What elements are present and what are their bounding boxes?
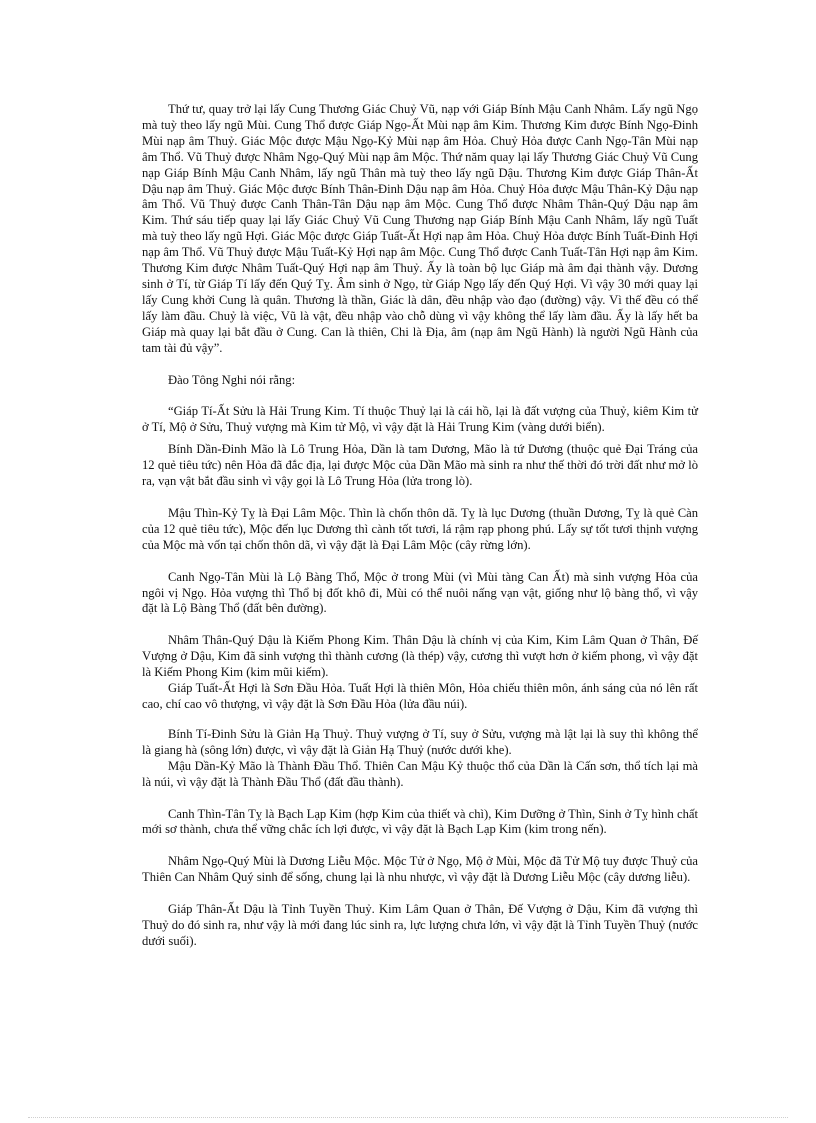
paragraph-13: Giáp Thân-Ất Dậu là Tỉnh Tuyền Thuỷ. Kim Lâm Quan ở Thân, Đế Vượng ở Dậu, Kim đã vượng thì Thuỷ do đó sinh ra, như vậy là mới đang lúc sinh ra, lực lượng chưa lớn, vì vậy đặt là Tỉnh Tuyền Thuỷ (nước dưới suối).	[142, 902, 698, 948]
paragraph-5: Mậu Thìn-Kỷ Tỵ là Đại Lâm Mộc. Thìn là chốn thôn dã. Tỵ là lục Dương (thuần Dương, Tỵ là quẻ Càn của 12 quẻ tiêu tức), Mộc đến lục Dương thì cành tốt tươi, lá rậm rạp phong phú. Lấy sự tốt tươi thịnh vượng của Mộc mà vốn tại chốn thôn dã, vì vậy đặt là Đại Lâm Mộc (cây rừng lớn).	[142, 505, 698, 552]
document-body	[142, 102, 698, 950]
paragraph-1: Thứ tư, quay trở lại lấy Cung Thương Giác Chuỷ Vũ, nạp với Giáp Bính Mậu Canh Nhâm. Lấy ngũ Ngọ mà tuỳ theo lấy ngũ Mùi. Cung Thổ được Giáp Ngọ-Ất Mùi nạp âm Kim. Thương Kim được Bính Ngọ-Đinh Mùi nạp âm Thuỷ. Giác Mộc được Mậu Ngọ-Kỷ Mùi nạp âm Hỏa. Chuỷ Hỏa được Canh Ngọ-Tân Mùi nạp âm Thổ. Vũ Thuỷ được Nhâm Ngọ-Quý Mùi nạp âm Mộc. Thứ năm quay lại lấy Thương Giác Chuỷ Vũ Cung nạp Giáp Bính Mậu Canh Nhâm, lấy ngũ Thân mà tuỳ theo lấy ngũ Dậu. Thương Kim được Giáp Thân-Ất Dậu nạp âm Thuỷ. Giác Mộc được Bính Thân-Đinh Dậu nạp âm Hỏa. Chuỷ Hỏa được Mậu Thân-Kỷ Dậu nạp âm Thổ. Vũ Thuỷ được Canh Thân-Tân Dậu nạp âm Mộc. Cung Thổ được Nhâm Thân-Quý Dậu nạp âm Kim. Thứ sáu tiếp quay lại lấy Giác Chuỷ Vũ Cung Thương nạp Giáp Bính Mậu Canh Nhâm, lấy ngũ Tuất mà tuỳ theo lấy ngũ Hợi. Giác Mộc được Giáp Tuất-Ất Hợi nạp âm Hỏa. Chuỷ Hỏa được Bính Tuất-Đinh Hợi nạp âm Thổ. Vũ Thuỷ được Mậu Tuất-Kỷ Hợi nạp âm Mộc. Cung Thổ được Canh Tuất-Tân Hợi nạp âm Kim. Thương Kim được Nhâm Tuất-Quý Hợi nạp âm Thuỷ. Ấy là toàn bộ lục Giáp mà âm đại thành vậy. Dương sinh ở Tí, từ Giáp Tí lấy đến Quý Tỵ. Âm sinh ở Ngọ, từ Giáp Ngọ lấy đến Quý Hợi. Vì vậy 30 mới quay lại lấy Cung khởi Cung là quân. Thương là thần, Giác là dân, đều nhập vào đạo (đường) vậy. Vì thế đều có thể lấy làm đầu. Chuỷ là việc, Vũ là vật, đều nhập vào chỗ dùng vì vậy không thể lấy làm đầu. Ấy là lấy hết ba Giáp mà quay lại bắt đầu ở Cung. Can là thiên, Chi là Địa, âm (nạp âm Ngũ Hành) là người Ngũ Hành của tam tài đủ vậy”.	[142, 102, 698, 355]
paragraph-12: Nhâm Ngọ-Quý Mùi là Dương Liễu Mộc. Mộc Tử ở Ngọ, Mộ ở Mùi, Mộc đã Tử Mộ tuy được Thuỷ của Thiên Can Nhâm Quý sinh để sống, chung lại là nhu nhược, vì vậy đặt là Dương Liễu Mộc (cây dương liễu).	[142, 854, 698, 885]
paragraph-4: Bính Dần-Đinh Mão là Lô Trung Hỏa, Dần là tam Dương, Mão là tứ Dương (thuộc quẻ Đại Tráng của 12 quẻ tiêu tức) nên Hỏa đã đắc địa, lại được Mộc của Dần Mão mà sinh ra như thế thời đó trời đất như mở lò ra, vạn vật bắt đầu sinh vì vậy gọi là Lô Trung Hỏa (lửa trong lò).	[142, 442, 698, 489]
page-bottom-divider	[28, 1117, 788, 1118]
paragraph-3: “Giáp Tí-Ất Sửu là Hải Trung Kim. Tí thuộc Thuỷ lại là cái hồ, lại là đất vượng của Thuỷ, kiêm Kim tử ở Tí, Mộ ở Sửu, Thuỷ vượng mà Kim tử Mộ, vì vậy đặt là Hải Trung Kim (vàng dưới biển).	[142, 404, 698, 435]
paragraph-9: Bính Tí-Đinh Sửu là Giản Hạ Thuỷ. Thuỷ vượng ở Tí, suy ở Sửu, vượng mà lật lại là suy thì không thể là giang hà (sông lớn) được, vì vậy đặt là Giản Hạ Thuỷ (nước dưới khe).	[142, 726, 698, 757]
paragraph-2: Đào Tông Nghi nói rằng:	[168, 372, 296, 387]
paragraph-10: Mậu Dần-Kỷ Mão là Thành Đầu Thổ. Thiên Can Mậu Kỷ thuộc thổ của Dần là Cấn sơn, thổ tích lại mà là núi, vì vậy đặt là Thành Đầu Thổ (đất đầu thành).	[142, 758, 698, 789]
paragraph-6: Canh Ngọ-Tân Mùi là Lộ Bàng Thổ, Mộc ở trong Mùi (vì Mùi tàng Can Ất) mà sinh vượng Hỏa của ngôi vị Ngọ. Hỏa vượng thì Thổ bị đốt khô đi, Mùi có thể nuôi nấng vạn vật, giống như lộ bàng thổ, vì vậy đặt là Lộ Bàng Thổ (đất bên đường).	[142, 569, 698, 616]
paragraph-11: Canh Thìn-Tân Tỵ là Bạch Lạp Kim (hợp Kim của thiết và chì), Kim Dưỡng ở Thìn, Sinh ở Tỵ hình chất mới sơ thành, chưa thể vững chắc ích lợi được, vì vậy đặt là Bạch Lạp Kim (kim trong nến).	[142, 806, 698, 837]
paragraph-7: Nhâm Thân-Quý Dậu là Kiếm Phong Kim. Thân Dậu là chính vị của Kim, Kim Lâm Quan ở Thân, Đế Vượng ở Dậu, Kim đã sinh vượng thì thành cương (là thép) vậy, cương thì vượt hơn ở kiếm phong, vì vậy đặt là Kiếm Phong Kim (kim mũi kiếm).	[142, 633, 698, 680]
paragraph-8: Giáp Tuất-Ất Hợi là Sơn Đầu Hỏa. Tuất Hợi là thiên Môn, Hỏa chiếu thiên môn, ánh sáng của nó lên rất cao, chí cao vô thượng, vì vậy đặt là Sơn Đầu Hỏa (lửa đầu núi).	[142, 681, 698, 711]
